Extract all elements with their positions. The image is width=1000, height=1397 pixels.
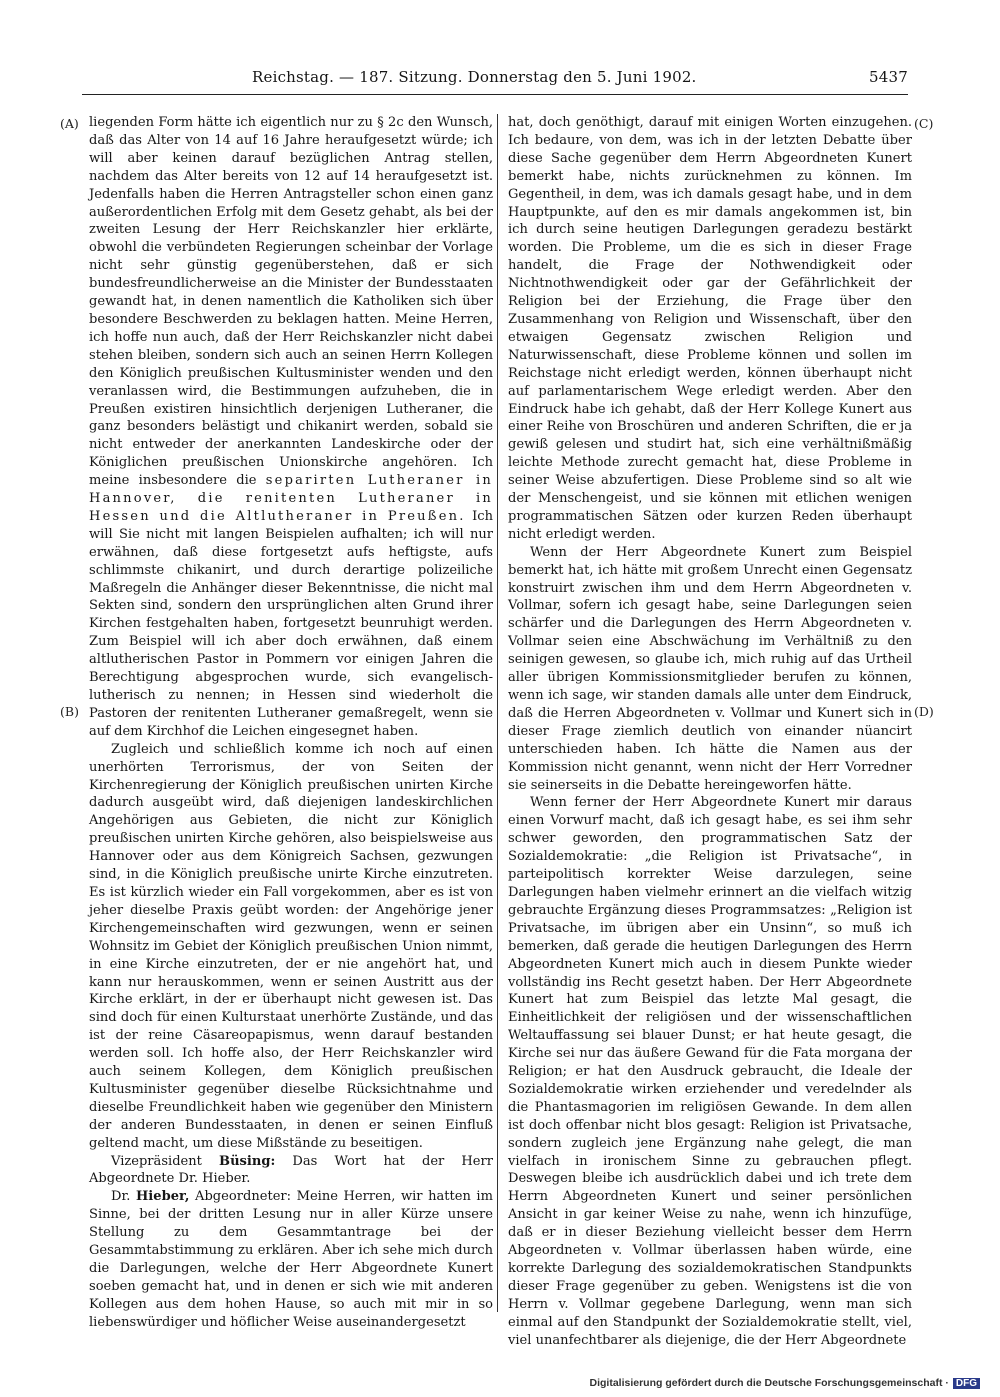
right-paragraph-2: Wenn der Herr Abgeordnete Kunert zum Beispiel bemerkt hat, ich hätte mit großem Unrecht einen Gegensatz konstruirt zwischen ihm und dem Herrn Abgeordneten v. Vollmar, sofern ich gesagt habe, seine Darlegungen seien schärfer und die Darlegungen des Herrn Abgeordneten v. Vollmar seien eine Abschwächung im Verhältniß zu den seinigen gewesen, so glaube ich, mich ruhig auf das Urtheil aller übrigen Kommissionsmitglieder berufen zu können, wenn ich sage, wir standen damals alle unter dem Eindruck, daß die Herren Abgeordneten v. Vollmar und Kunert sich in dieser Frage ziemlich deutlich von einander nüancirt unterschieden haben. Ich hätte die Namen aus der Kommission nicht genannt, wenn nicht der Herr Vorredner sie seinerseits in die Debatte hereingeworfen hätte.	[508, 544, 912, 793]
right-paragraph-1: hat, doch genöthigt, darauf mit einigen Worten einzugehen. Ich bedaure, von dem, was ich in der letzten Debatte über diese Sache gegenüber dem Herrn Abgeordneten Kunert bemerkt habe, nichts zurücknehmen zu können. Im Gegentheil, in dem, was ich damals gesagt habe, und in dem Hauptpunkte, auf den es mir damals angekommen ist, bin ich durch seine heutigen Darlegungen geradezu bestärkt worden. Die Probleme, um die es sich in dieser Frage handelt, die Frage der Nothwendigkeit oder Nichtnothwendigkeit oder gar der Gefährlichkeit der Religion bei der Erziehung, die Frage über den Zusammenhang von Religion und Wissenschaft, über den etwaigen Gegensatz zwischen Religion und Naturwissenschaft, diese Probleme können und sollen im Reichstage nicht erledigt werden, können überhaupt nicht auf parlamentarischem Wege erledigt werden. Aber den Eindruck habe ich gehabt, daß der Herr Kollege Kunert aus einer Reihe von Broschüren und anderen Schriften, die er ja gewiß gelesen und studirt hat, sich eine verhältnißmäßig leichte Methode zurecht gemacht hat, diese Probleme in seiner Weise abzufertigen. Diese Probleme sind so alt wie der Menschengeist, und sie können mit etlichen wenigen programmatischen Sätzen oder kurzen Reden überhaupt nicht erledigt werden.	[508, 115, 912, 542]
speaker-title: Dr.	[111, 1189, 131, 1205]
header-title: Reichstag. — 187. Sitzung. Donnerstag den 5. Juni 1902.	[252, 68, 697, 86]
running-header	[82, 66, 908, 90]
margin-marker-c: (C)	[914, 116, 934, 131]
digitization-footer	[520, 1377, 980, 1393]
left-paragraph-3	[89, 1153, 493, 1189]
left-p4-text: Abgeordneter: Meine Herren, wir hatten im Sinne, bei der dritten Lesung nur in aller Kürze unsere Stellung zu dem Gesammtantrage bei der Gesammtabstimmung zu erklären. Aber ich sehe mich durch die Darlegungen, welche der Herr Abgeordnete Kunert soeben gemacht hat, und in denen er sich wie mit anderen Kollegen aus dem hohen Hause, so auch mit mir in so liebenswürdiger und höflicher Weise auseinandergesetzt	[89, 1189, 493, 1330]
page-number: 5437	[869, 68, 908, 86]
header-rule	[82, 94, 908, 95]
left-column	[89, 114, 493, 1332]
speaker-name-hieber: Hieber,	[135, 1189, 190, 1205]
right-paragraph-3: Wenn ferner der Herr Abgeordnete Kunert mir daraus einen Vorwurf macht, daß ich gesagt habe, es sei ihm sehr schwer geworden, den programmatischen Satz der Sozialdemokratie: „die Religion ist Privatsache“, in parteipolitisch korrekter Weise darzulegen, seine Darlegungen haben vielmehr erinnert an die vielfach witzig gebrauchte Ergänzung dieses Programmsatzes: „Religion ist Privatsache, im übrigen aber ein Unsinn“, so muß ich bemerken, daß gerade die heutigen Darlegungen des Herrn Abgeordneten Kunert mich auch in diesem Punkte wieder vollständig ins Recht gesetzt haben. Der Herr Abgeordnete Kunert hat zum Beispiel das letzte Mal gesagt, die Einheitlichkeit der religiösen und der wissenschaftlichen Weltauffassung sei blauer Dunst; er hat heute gesagt, die Kirche sei nur das äußere Gewand für die Fata morgana der Religion; er hat den Ausdruck gebraucht, die Ideale der Sozialdemokratie wirken erziehender und veredelnder als die Phantasmagorien im religiösen Gewande. In dem allen ist doch offenbar nicht blos gesagt: Religion ist Privatsache, sondern zugleich jene Ergänzung nahe gelegt, die man vielfach in ironischem Sinne zu gebrauchen pflegt. Deswegen bleibe ich ausdrücklich dabei und ich trete dem Herrn Abgeordneten Kunert und seiner persönlichen Ansicht in gar keiner Weise zu nahe, wenn ich hinzufüge, daß er in dieser Beziehung vielleicht besser dem Herrn Abgeordneten v. Vollmar überlassen haben würde, eine korrekte Darlegung des sozialdemokratischen Standpunkts dieser Frage gegenüber zu geben. Wenigstens ist die von Herrn v. Vollmar gegebene Darlegung, wenn man sich einmal auf den Standpunkt der Sozialdemokratie stellt, viel, viel unanfechtbarer als diejenige, die der Herr Abgeordnete	[508, 795, 912, 1348]
margin-marker-d: (D)	[914, 704, 934, 719]
left-p1-tail: Ich will Sie nicht mit langen Beispielen aufhalten; ich will nur erwähnen, daß diese fortgesetzt aufs heftigste, aufs schlimmste chikanirt, und durch derartige polizeiliche Maßregeln die Anhänger dieser Bekenntnisse, die nicht mal Sekten sind, sondern den ursprünglichen alten Grund ihrer Kirchen festgehalten haben, fortgesetzt beunruhigt werden. Zum Beispiel will ich aber doch erwähnen, daß einem altlutherischen Pastor in Pommern vor einigen Jahren die Berechtigung abgesprochen wurde, sich evangelisch-lutherisch zu nennen; in Hessen sind wiederholt die Pastoren der renitenten Lutheraner gemaßregelt, wenn sie auf dem Kirchhof die Leichen eingesegnet haben.	[89, 508, 493, 739]
left-paragraph-2: Zugleich und schließlich komme ich noch auf einen unerhörten Terrorismus, der von Seiten der Kirchenregierung der Königlich preußischen unirten Kirche dadurch ausgeübt wird, daß diejenigen landeskirchlichen Angehörigen aus Gebieten, die nicht zur Königlich preußischen unirten Kirche gehören, also beispielsweise aus Hannover oder aus dem Königreich Sachsen, gezwungen sind, in die Königlich preußische unirte Kirche einzutreten. Es ist kürzlich wieder ein Fall vorgekommen, aber es ist von jeher dieselbe Praxis geübt worden: der Angehörige jener Kirchengemeinschaften wird gezwungen, wenn er seinen Wohnsitz im Gebiet der Königlich preußischen Union nimmt, in eine Kirche einzutreten, der er nie angehört hat, und kann nur herauskommen, wenn er seinen Austritt aus der Kirche erklärt, in der er überhaupt nicht gewesen ist. Das sind doch für einen Kulturstaat unerhörte Zustände, und das ist der reine Cäsareopapismus, wenn darauf bestanden werden soll. Ich hoffe also, der Herr Reichskanzler wird auch seinem Kollegen, dem Königlich preußischen Kultusminister gegenüber dieselbe Rücksichtnahme und dieselbe Freundlichkeit haben wie gegenüber den Ministern der anderen Bundesstaaten, in denen er seinen Einfluß geltend macht, um diese Mißstände zu beseitigen.	[89, 741, 493, 1151]
margin-marker-a: (A)	[60, 116, 79, 131]
left-paragraph-4	[89, 1188, 493, 1331]
column-divider	[497, 114, 498, 1312]
right-column	[508, 114, 912, 1350]
left-p1-text: liegenden Form hätte ich eigentlich nur zu § 2c den Wunsch, daß das Alter von 14 auf 16 Jahre heraufgesetzt würde; ich will aber keinen darauf bezüglichen Antrag stellen, nachdem das Alter bereits von 12 auf 14 heraufgesetzt ist. Jedenfalls haben die Herren Antragsteller schon einen ganz außerordentlichen Erfolg mit dem Gesetz gehabt, als bei der zweiten Lesung der Herr Reichskanzler hier erklärte, obwohl die verbündeten Regierungen scheinbar der Vorlage nicht sehr günstig gegenüberstehen, daß er sich bundesfreundlicherweise an die Minister der Bundesstaaten gewandt hat, in denen namentlich die Katholiken sich über besondere Beschwerden zu beklagen hatten. Meine Herren, ich hoffe nun auch, daß der Herr Reichskanzler nicht dabei stehen bleiben, sondern sich auch an seinen Herrn Kollegen den Königlich preußischen Kultusminister wenden und den veranlassen wird, die Bestimmungen aufzuheben, die in Preußen existiren hinsichtlich derjenigen Lutheraner, die ganz besonders belästigt und chikanirt werden, sobald sie nicht entweder der anerkannten Landeskirche oder der Königlichen preußischen Unionskirche angehören. Ich meine insbesondere die	[89, 115, 493, 489]
margin-marker-b: (B)	[60, 704, 79, 719]
speaker-name-busing: Büsing:	[219, 1153, 276, 1169]
left-p3-text: Das Wort hat der Herr Abgeordnete Dr. Hieber.	[89, 1153, 493, 1187]
left-p1-spaced-text: separirten Lutheraner in Hannover, die renitenten Lutheraner in Hessen und die Altlutheraner in Preußen.	[89, 473, 494, 524]
dfg-logo: DFG	[953, 1378, 980, 1389]
footer-text: Digitalisierung gefördert durch die Deutsche Forschungsgemeinschaft ·	[589, 1377, 949, 1389]
speaker-role: Vizepräsident	[111, 1153, 202, 1169]
left-paragraph-1	[89, 114, 493, 741]
